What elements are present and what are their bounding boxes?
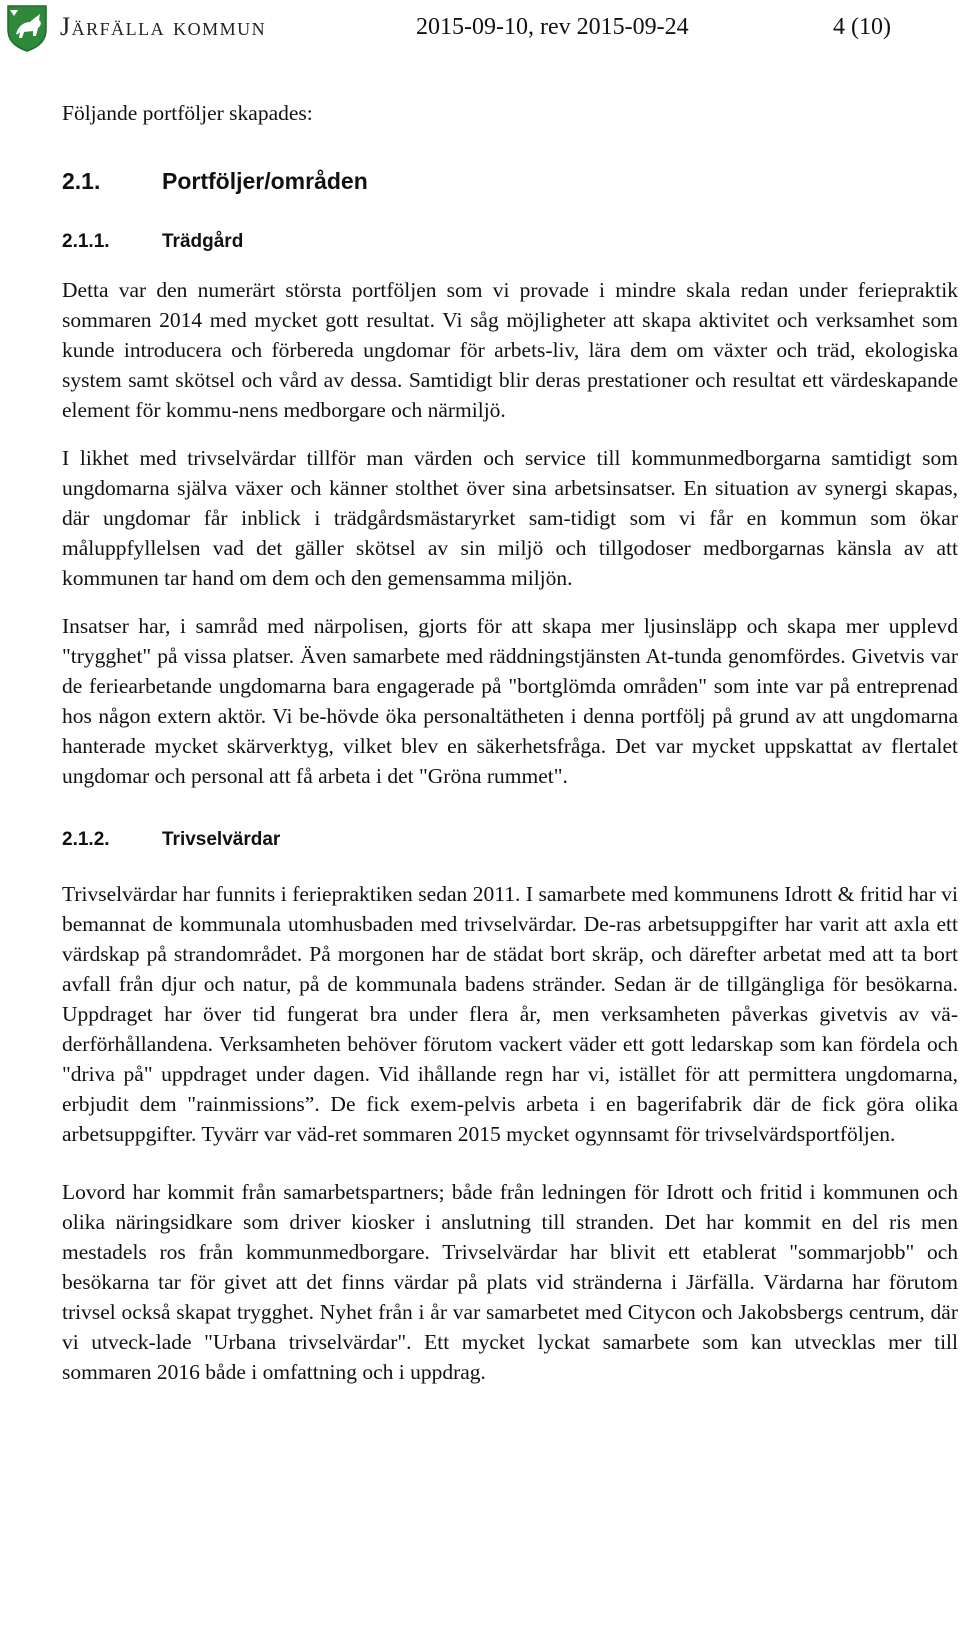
section-heading-2-1-2 bbox=[62, 829, 958, 851]
municipality-crest-icon bbox=[6, 4, 48, 52]
section-number: 2.1. bbox=[62, 168, 101, 194]
paragraph: Trivselvärdar har funnits i feriepraktiken sedan 2011. I samarbete med kommunens Idrott & fritid har vi bemannat de kommunala utomhusbaden med trivselvärdar. De-ras arbetsuppgifter har varit att axla ett värdskap på strandområdet. På morgonen har de städat bort skräp, och därefter arbetat med att ta bort avfall från djur och natur, på de kommunala badens stränder. Sedan är de tillgängliga för besökarna. Uppdraget har över tid fungerat bra under flera år, men verksamheten påverkas givetvis av vä-derförhållandena. Verksamheten behöver förutom vackert väder ett gott ledarskap som kan fördela och "driva på" uppdraget under dagen. Vid ihållande regn har vi, istället för att permittera ungdomarna, erbjudit dem "rainmissions”. De fick exem-pelvis arbeta i en bagerifabrik där de fick göra olika arbetsuppgifter. Tyvärr var väd-ret sommaren 2015 mycket ogynnsamt för trivselvärdsportföljen. bbox=[62, 882, 958, 1146]
section-title: Portföljer/områden bbox=[162, 168, 368, 194]
brand-name: Järfälla kommun bbox=[60, 12, 267, 41]
section-title: Trivselvärdar bbox=[162, 829, 281, 850]
paragraph: Detta var den numerärt största portföljen som vi provade i mindre skala redan under feriepraktik sommaren 2014 med mycket gott resultat. Vi såg möjligheter att skapa aktivitet och verksamhet som kunde introducera och förbereda ungdomar för arbets-liv, lära dem om växter och träd, ekologiska system samt skötsel och vård av dessa. Samtidigt blir deras prestationer och resultat ett värdeskapande element för kommu-nens medborgare och närmiljö. bbox=[62, 278, 958, 422]
section-number: 2.1.2. bbox=[62, 829, 110, 850]
document-date: 2015-09-10, rev 2015-09-24 bbox=[416, 14, 689, 40]
page-number: 4 (10) bbox=[833, 14, 891, 40]
page-header bbox=[0, 0, 960, 56]
paragraph: Insatser har, i samråd med närpolisen, gjorts för att skapa mer ljusinsläpp och skapa mer upplevd "trygghet" på vissa platser. Även samarbete med räddningstjänsten At-tunda genomfördes. Givetvis var de feriearbetande ungdomarna bara engagerade på "bortglömda områden" som inte var på entreprenad hos någon extern aktör. Vi be-hövde öka personaltätheten i denna portfölj på grund av att ungdomarna hanterade mycket skärverktyg, vilket blev en säkerhetsfråga. Det var mycket uppskattat av flertalet ungdomar och personal att få arbeta i det "Gröna rummet". bbox=[62, 614, 958, 788]
paragraph: Lovord har kommit från samarbetspartners; både från ledningen för Idrott och fritid i kommunen och olika näringsidkare som driver kiosker i anslutning till stranden. Det har kommit en del ris men mestadels ros från kommunmedborgare. Trivselvärdar har blivit ett etablerat "sommarjobb" och besökarna tar för givet att det finns värdar på plats vid stränderna i Järfälla. Värdarna har förutom trivsel också skapat trygghet. Nyhet från i år var samarbetet med Citycon och Jakobsbergs centrum, där vi utveck-lade "Urbana trivselvärdar". Ett mycket lyckat samarbete som kan utvecklas mer till sommaren 2016 både i omfattning och i uppdrag. bbox=[62, 1180, 958, 1384]
section-heading-2-1-1 bbox=[62, 231, 958, 253]
section-number: 2.1.1. bbox=[62, 231, 110, 252]
intro-text: Följande portföljer skapades: bbox=[62, 101, 313, 125]
paragraph: I likhet med trivselvärdar tillför man värden och service till kommunmedborgarna samtidigt som ungdomarna själva växer och känner stolthet över sina arbetsinsatser. En situation av synergi skapas, där ungdomar får inblick i trädgårdsmästaryrket sam-tidigt som vi får en kommun som ökar måluppfyllelsen vad det gäller skötsel av sin miljö och tillgodoser medborgarnas känsla av att kommunen tar hand om dem och den gemensamma miljön. bbox=[62, 446, 958, 590]
document-body bbox=[62, 98, 958, 1387]
section-title: Trädgård bbox=[162, 231, 244, 252]
section-heading-2-1 bbox=[62, 168, 958, 195]
